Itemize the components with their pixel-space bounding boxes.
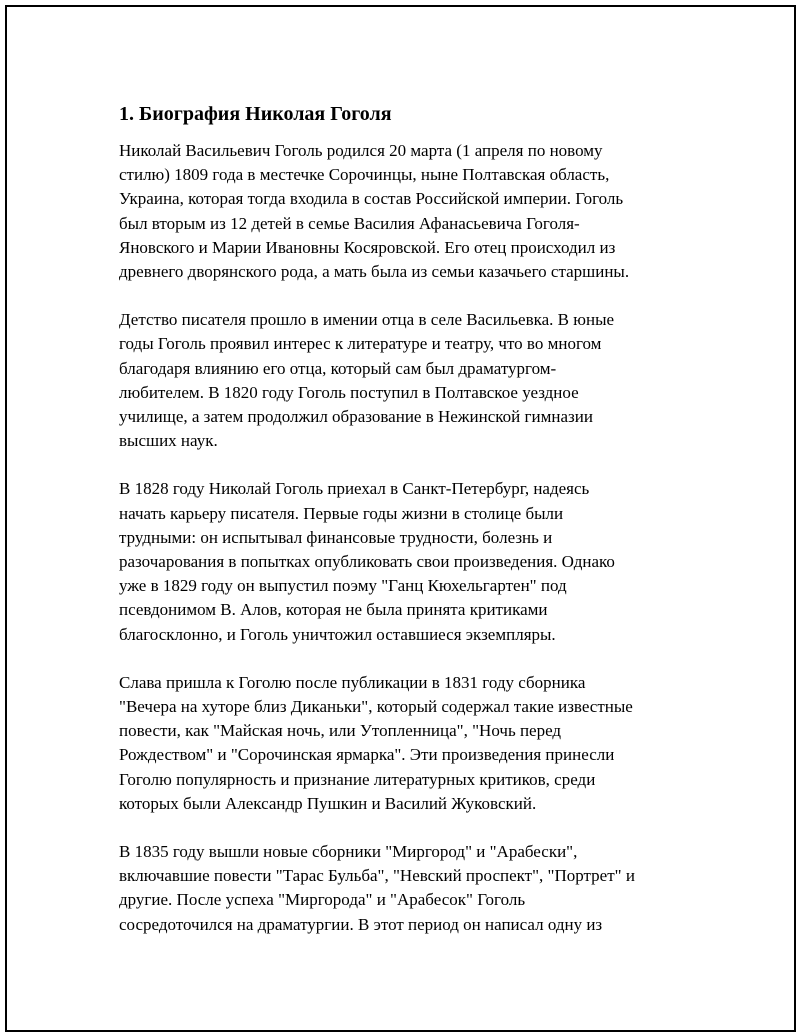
paragraph-4: Слава пришла к Гоголю после публикации в 1831 году сборника "Вечера на хуторе близ Диканьки", который содержал такие известные повести, как "Майская ночь, или Утопленница", "Ночь перед Рождеством" и "Сорочинская ярмарка". Эти произведения принесли Гоголю популярность и признание литературных критиков, среди которых были Александр Пушкин и Василий Жуковский. [119,672,633,813]
paragraph-2: Детство писателя прошло в имении отца в селе Васильевка. В юные годы Гоголь проявил интерес к литературе и театру, что во многом благодаря влиянию его отца, который сам был драматургом- любителем. В 1820 году Гоголь поступил в Полтавское уездное училище, а затем продолжил образование в Нежинской гимназии высших наук. [119,310,615,451]
section-title: 1. Биография Николая Гоголя [119,103,392,125]
paragraph-1: Николай Васильевич Гоголь родился 20 марта (1 апреля по новому стилю) 1809 года в местечке Сорочинцы, ныне Полтавская область, Украина, которая тогда входила в состав Российской империи. Гоголь был вторым из 12 детей в семье Василия Афанасьевича Гоголя- Яновского и Марии Ивановны Косяровской. Его отец происходил из древнего дворянского рода, а мать была из семьи казачьего старшины. [119,141,630,282]
paragraph-5: В 1835 году вышли новые сборники "Миргород" и "Арабески", включавшие повести "Тарас Бульба", "Невский проспект", "Портрет" и другие. После успеха "Миргорода" и "Арабесок" Гоголь сосредоточился на драматургии. В этот период он написал одну из [119,842,635,934]
paragraph-3: В 1828 году Николай Гоголь приехал в Санкт-Петербург, надеясь начать карьеру писателя. Первые годы жизни в столице были трудными: он испытывал финансовые трудности, болезнь и разочарования в попытках опубликовать свои произведения. Однако уже в 1829 году он выпустил поэму "Ганц Кюхельгартен" под псевдонимом В. Алов, которая не была принята критиками благосклонно, и Гоголь уничтожил оставшиеся экземпляры. [119,479,615,644]
document-page [5,5,796,1032]
document-content [119,101,699,961]
